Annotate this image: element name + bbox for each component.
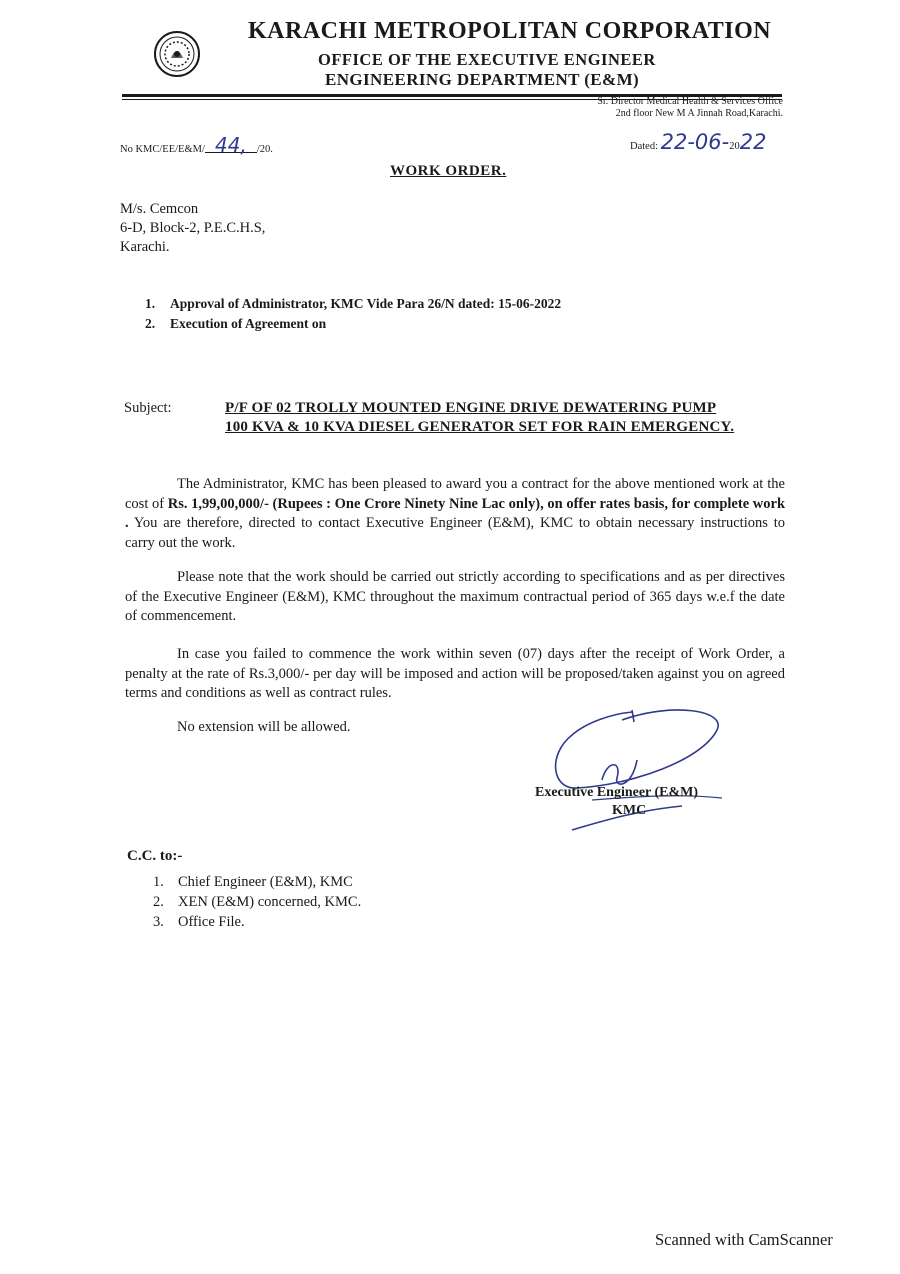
year-handwritten: 22 [739,130,767,154]
reference-number [120,133,273,157]
subject-label: Subject: [124,400,172,416]
department-name: ENGINEERING DEPARTMENT (E&M) [325,70,640,89]
addressee-line: 6-D, Block-2, P.E.C.H.S, [120,220,266,236]
cc-label: C.C. to:- [127,848,183,864]
cc-item: 1. Chief Engineer (E&M), KMC [153,874,353,890]
date-field [630,130,766,154]
award-paragraph: The Administrator, KMC has been pleased to award you a contract for the above mentioned work at the cost of Rs. 1,99,00,000/- (Rupees : One Crore Ninety Nine Lac only), on offer rates basis, for complete work . You are therefore, directed to contact Executive Engineer (E&M), KMC to obtain necessary instructions to carry out the work. [125,476,786,551]
cc-item: 3. Office File. [153,914,245,930]
reference-item: 1. Approval of Administrator, KMC Vide Para 26/N dated: 15-06-2022 [145,296,562,311]
office-name: OFFICE OF THE EXECUTIVE ENGINEER [318,50,656,69]
signatory-title: Executive Engineer (E&M) [535,785,699,800]
addressee-line: M/s. Cemcon [120,201,199,217]
organization-name: KARACHI METROPOLITAN CORPORATION [248,18,772,44]
penalty-paragraph: In case you failed to commence the work within seven (07) days after the receipt of Work Order, a penalty at the rate of Rs.3,000/- per day will be imposed and action will be proposed/taken against you on agreed terms and conditions as well as contract rules. [125,646,785,701]
signatory-org: KMC [612,803,647,818]
scanner-watermark: Scanned with CamScanner [655,1230,833,1249]
addressee-block [120,200,265,257]
reference-item: 2. Execution of Agreement on [145,316,327,331]
specification-paragraph: Please note that the work should be carried out strictly according to specifications and as per directives of the Executive Engineer (E&M), KMC throughout the maximum contractual period of 365 days w.e.f the date of commencement. [125,569,785,624]
address-line-1: Sr. Director Medical Health & Services Office [597,96,783,107]
contract-amount: Rs. 1,99,00,000/- (Rupees : One Crore Ninety Nine Lac only), on offer rates basis, for complete work . [125,495,786,531]
subject-line-1: P/F OF 02 TROLLY MOUNTED ENGINE DRIVE DEWATERING PUMP [225,400,717,416]
reference-suffix: /20. [256,144,273,155]
date-handwritten: 22-06- [660,130,730,154]
cc-list [153,872,361,932]
no-extension-note: No extension will be allowed. [177,719,351,735]
address-line-2: 2nd floor New M A Jinnah Road,Karachi. [615,108,783,119]
signature-icon [552,700,732,840]
reference-handwritten-number: 44, [205,138,257,153]
cc-item: 2. XEN (E&M) concerned, KMC. [153,894,362,910]
subject-line-2: 100 KVA & 10 KVA DIESEL GENERATOR SET FOR RAIN EMERGENCY. [225,419,735,435]
kmc-seal-logo [153,30,201,78]
addressee-line: Karachi. [120,239,170,255]
year-prefix: 20 [729,141,740,152]
dated-label: Dated: [630,141,658,152]
document-title: WORK ORDER. [390,163,507,179]
reference-list [145,294,561,334]
reference-prefix: No KMC/EE/E&M/ [120,144,205,155]
subject-text [225,399,734,437]
